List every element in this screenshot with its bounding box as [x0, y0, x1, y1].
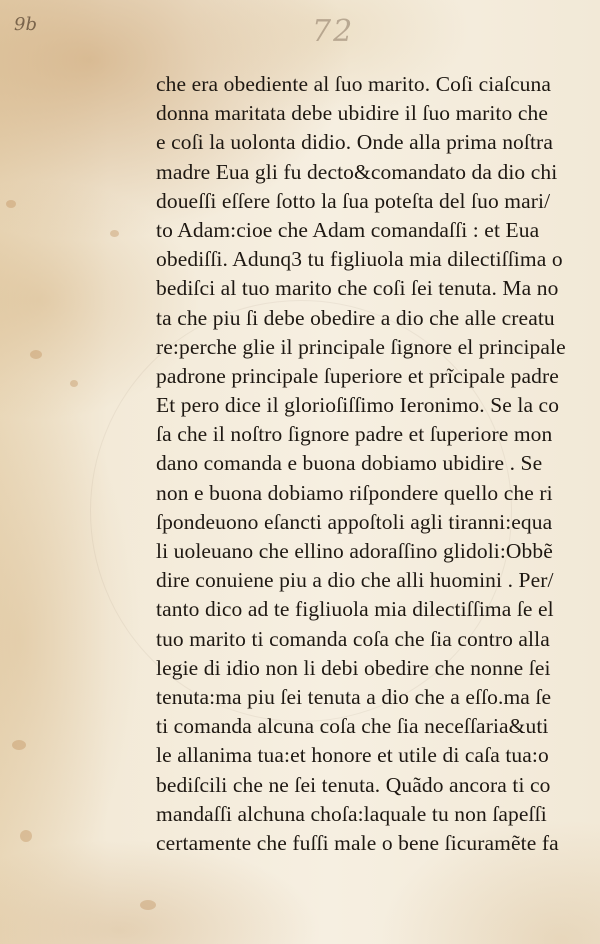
- text-line: legie di idio non li debi obedire che nonne ſei: [156, 655, 551, 680]
- text-line: tenuta:ma piu ſei tenuta a dio che a eſſo.ma ſe: [156, 684, 552, 709]
- text-line: non e buona dobiamo riſpondere quello che ri: [156, 480, 553, 505]
- age-stain: [70, 380, 78, 387]
- text-line: donna maritata debe ubidire il ſuo marito che: [156, 101, 548, 126]
- text-block: [156, 70, 576, 858]
- text-line: bediſci al tuo marito che coſi ſei tenuta. Ma no: [156, 276, 559, 301]
- folio-number: 72: [312, 14, 355, 49]
- text-line: Et pero dice il glorioſiſſimo Ieronimo. Se la co: [156, 393, 560, 418]
- text-line: padrone principale ſuperiore et prĩcipale padre: [156, 363, 559, 388]
- age-stain: [20, 830, 32, 842]
- text-line: to Adam:cioe che Adam comandaſſi : et Eua: [156, 217, 540, 242]
- age-stain: [12, 740, 26, 750]
- text-line: tanto dico ad te figliuola mia dilectiſſima ſe el: [156, 597, 554, 622]
- age-stain: [140, 900, 156, 910]
- text-line: che era obediente al ſuo marito. Coſi ciaſcuna: [156, 72, 552, 96]
- text-line: dano comanda e buona dobiamo ubidire . Se: [156, 451, 543, 476]
- text-line: ti comanda alcuna coſa che ſia neceſſaria&uti: [156, 714, 549, 739]
- text-line: ſa che il noſtro ſignore padre et ſuperiore mon: [156, 422, 553, 447]
- age-stain: [6, 200, 16, 208]
- text-line: li uoleuano che ellino adoraſſino glidoli:Obbẽ: [156, 539, 553, 563]
- text-line: mandaſſi alchuna choſa:laquale tu non ſapeſſi: [156, 801, 547, 826]
- text-line: doueſſi eſſere ſotto la ſua poteſta del ſuo mari/: [156, 188, 551, 213]
- text-line: ta che piu ſi debe obedire a dio che alle creatu: [156, 305, 555, 330]
- corner-annotation: 9b: [14, 14, 37, 35]
- text-line: certamente che fuſſi male o bene ſicuramẽte fa: [156, 830, 559, 855]
- text-line: tuo marito ti comanda coſa che ſia contro alla: [156, 626, 550, 651]
- text-line: re:perche glie il principale ſignore el principale: [156, 334, 566, 359]
- age-stain: [30, 350, 42, 359]
- text-line: ſpondeuono eſancti appoſtoli agli tiranni:equa: [156, 509, 553, 534]
- text-line: dire conuiene piu a dio che alli huomini . Per/: [156, 568, 554, 593]
- text-line: le allanima tua:et honore et utile di caſa tua:o: [156, 743, 549, 768]
- text-line: e coſi la uolonta didio. Onde alla prima noſtra: [156, 130, 553, 155]
- text-line: bediſcili che ne ſei tenuta. Quãdo ancora ti co: [156, 772, 551, 797]
- age-stain: [110, 230, 119, 237]
- text-line: obediſſi. Adunq3 tu figliuola mia dilectiſſima o: [156, 247, 563, 272]
- text-line: madre Eua gli fu decto&comandato da dio chi: [156, 159, 558, 184]
